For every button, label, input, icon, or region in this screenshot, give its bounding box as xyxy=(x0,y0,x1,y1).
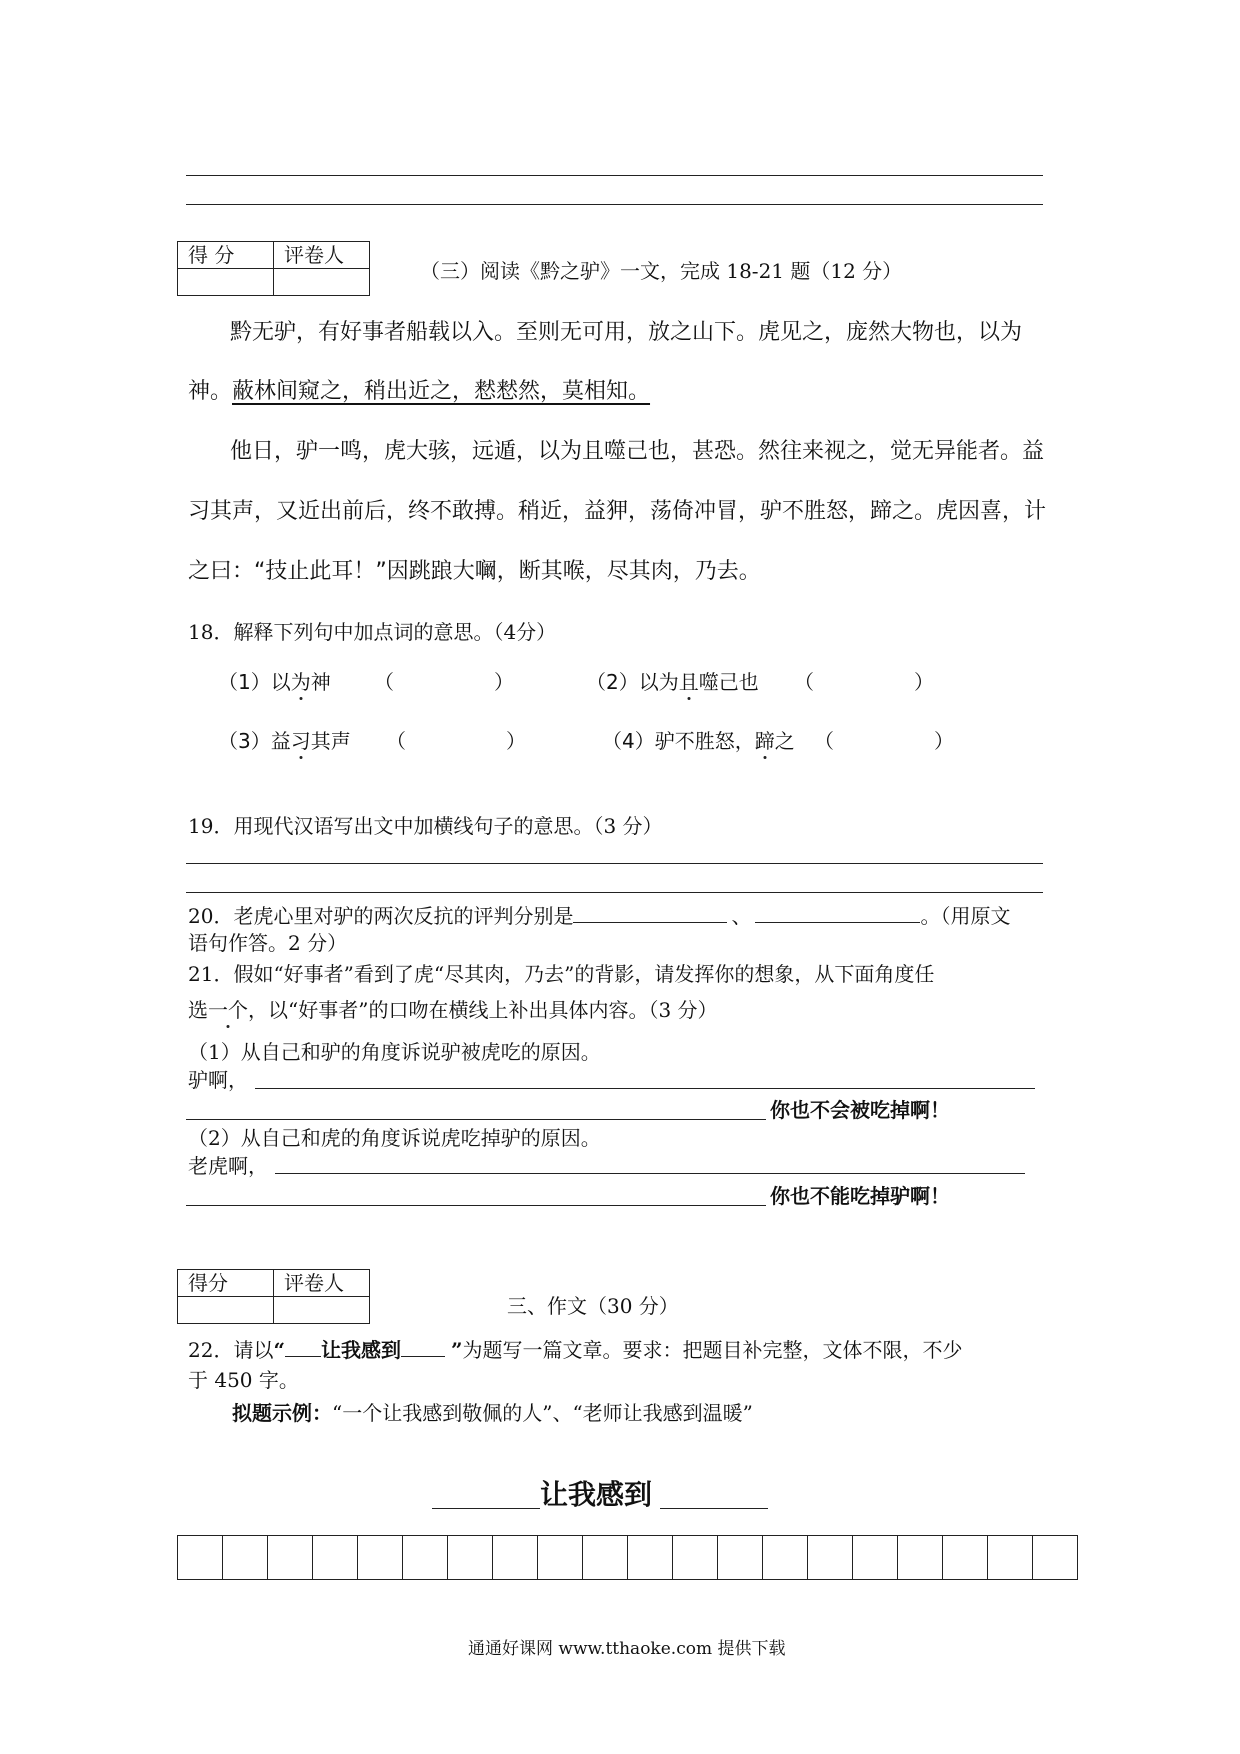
essay-title-blank[interactable] xyxy=(432,1508,540,1509)
answer-line[interactable] xyxy=(275,1173,1025,1174)
dotted-word: 且 xyxy=(678,670,699,694)
question-22-text: 22．请以 xyxy=(188,1338,274,1362)
footer: 通通好课网 www.tthaoke.com 提供下载 xyxy=(468,1639,786,1659)
grid-cell[interactable] xyxy=(358,1536,403,1579)
q18-item-4 xyxy=(602,727,795,755)
q18-item-1 xyxy=(218,668,331,696)
score-cell[interactable] xyxy=(178,1297,274,1324)
item-text: 之 xyxy=(774,729,795,753)
quote-mark: ” xyxy=(450,1338,463,1362)
item-text: 以为 xyxy=(638,670,679,694)
item-text: 噬己也 xyxy=(698,670,759,694)
grid-cell[interactable] xyxy=(403,1536,448,1579)
question-text: 选 xyxy=(188,998,208,1022)
passage-line: 之曰：“技止此耳！”因跳踉大㘎，断其喉，尽其肉，乃去。 xyxy=(188,559,761,584)
answer-blank[interactable] xyxy=(755,900,920,923)
grid-cell[interactable] xyxy=(268,1536,313,1579)
grid-cell[interactable] xyxy=(448,1536,493,1579)
answer-line[interactable] xyxy=(186,1205,766,1206)
item-text: 益 xyxy=(270,729,291,753)
grid-cell[interactable] xyxy=(673,1536,718,1579)
item-number: （1） xyxy=(218,670,271,694)
answer-line[interactable] xyxy=(186,863,1043,864)
question-20-text: 20．老虎心里对驴的两次反抗的评判分别是 xyxy=(188,904,574,928)
answer-line[interactable] xyxy=(186,175,1043,176)
answer-blank[interactable] xyxy=(573,900,727,923)
grader-cell[interactable] xyxy=(274,269,370,296)
sub1-ending: 你也不会被吃掉啊！ xyxy=(770,1098,950,1122)
question-19-stem: 19．用现代汉语写出文中加横线句子的意思。（3 分） xyxy=(188,814,663,838)
dotted-word: 习 xyxy=(290,729,311,753)
title-blank[interactable] xyxy=(401,1334,445,1357)
title-blank[interactable] xyxy=(285,1334,321,1357)
grader-label: 评卷人 xyxy=(274,1270,370,1297)
passage-line: 黔无驴，有好事者船载以入。至则无可用，放之山下。虎见之，庞然大物也，以为 xyxy=(230,320,1023,345)
score-table xyxy=(177,241,370,296)
item-text: 神 xyxy=(310,670,331,694)
question-21-sub1: （1）从自己和驴的角度诉说驴被虎吃的原因。 xyxy=(188,1040,601,1064)
essay-title-blank[interactable] xyxy=(660,1508,768,1509)
q18-item-3 xyxy=(218,727,351,755)
quote-mark: “ xyxy=(273,1338,285,1362)
q18-blank-3[interactable]: （ ） xyxy=(386,729,526,753)
question-21-sub2: （2）从自己和虎的角度诉说虎吃掉驴的原因。 xyxy=(188,1126,601,1150)
answer-line[interactable] xyxy=(255,1088,1035,1089)
grid-cell[interactable] xyxy=(853,1536,898,1579)
grader-label: 评卷人 xyxy=(274,242,370,269)
item-number: （3） xyxy=(218,729,271,753)
question-21-line1: 21．假如“好事者”看到了虎“尽其肉，乃去”的背影，请发挥你的想象，从下面角度任 xyxy=(188,962,935,986)
dotted-word: 一个 xyxy=(208,998,248,1022)
example-text: “一个让我感到敬佩的人”、“老师让我感到温暖” xyxy=(332,1401,753,1425)
grid-cell[interactable] xyxy=(943,1536,988,1579)
grid-cell[interactable] xyxy=(1033,1536,1077,1579)
grid-cell[interactable] xyxy=(493,1536,538,1579)
question-22-line2: 于 450 字。 xyxy=(188,1368,299,1392)
item-number: （2） xyxy=(586,670,639,694)
grid-cell[interactable] xyxy=(718,1536,763,1579)
question-20 xyxy=(188,900,1010,930)
essay-title: 让我感到 xyxy=(540,1478,653,1511)
score-table xyxy=(177,1269,370,1324)
grid-cell[interactable] xyxy=(313,1536,358,1579)
essay-section-heading: 三、作文（30 分） xyxy=(507,1294,679,1318)
underlined-sentence: 蔽林间窥之，稍出近之，慭慭然，莫相知。 xyxy=(232,379,651,404)
dotted-word: 蹄 xyxy=(754,729,775,753)
answer-line[interactable] xyxy=(186,204,1043,205)
q18-blank-4[interactable]: （ ） xyxy=(814,729,954,753)
grid-cell[interactable] xyxy=(223,1536,268,1579)
score-label: 得分 xyxy=(178,1270,274,1297)
sub2-ending: 你也不能吃掉驴啊！ xyxy=(770,1184,950,1208)
title-example xyxy=(232,1399,753,1427)
essay-grid xyxy=(177,1535,1078,1580)
question-22-text: 为题写一篇文章。要求：把题目补完整，文体不限，不少 xyxy=(462,1338,963,1362)
question-20-text: 。（用原文 xyxy=(920,904,1011,928)
item-number: （4） xyxy=(602,729,655,753)
question-text: ，以“好事者”的口吻在横线上补出具体内容。（3 分） xyxy=(248,998,718,1022)
question-21-line2 xyxy=(188,996,718,1024)
item-text: 以 xyxy=(270,670,291,694)
grid-cell[interactable] xyxy=(763,1536,808,1579)
title-core: 让我感到 xyxy=(320,1338,401,1362)
grid-cell[interactable] xyxy=(988,1536,1033,1579)
question-22 xyxy=(188,1334,962,1364)
separator: 、 xyxy=(731,904,752,928)
grid-cell[interactable] xyxy=(808,1536,853,1579)
q18-item-2 xyxy=(586,668,759,696)
answer-line[interactable] xyxy=(186,892,1043,893)
q18-blank-1[interactable]: （ ） xyxy=(374,670,514,694)
score-cell[interactable] xyxy=(178,269,274,296)
question-20-line2: 语句作答。2 分） xyxy=(188,931,348,955)
example-label: 拟题示例： xyxy=(232,1401,332,1425)
grid-cell[interactable] xyxy=(538,1536,583,1579)
item-text: 其声 xyxy=(310,729,351,753)
passage-line xyxy=(188,377,650,407)
dotted-word: 为 xyxy=(290,670,311,694)
answer-line[interactable] xyxy=(186,1119,766,1120)
question-18-stem: 18．解释下列句中加点词的意思。（4分） xyxy=(188,620,557,644)
passage-text: 神。 xyxy=(188,379,233,404)
item-text: 驴不胜怒， xyxy=(654,729,755,753)
grader-cell[interactable] xyxy=(274,1297,370,1324)
grid-cell[interactable] xyxy=(898,1536,943,1579)
section-heading: （三）阅读《黔之驴》一文，完成 18-21 题（12 分） xyxy=(420,259,903,283)
sub1-lead: 驴啊， xyxy=(188,1068,248,1092)
passage-line: 习其声，又近出前后，终不敢搏。稍近，益狎，荡倚冲冒，驴不胜怒，蹄之。虎因喜，计 xyxy=(188,499,1047,524)
sub2-lead: 老虎啊， xyxy=(188,1154,268,1178)
passage-line: 他日，驴一鸣，虎大骇，远遁，以为且噬己也，甚恐。然往来视之，觉无异能者。益 xyxy=(230,439,1045,464)
grid-cell[interactable] xyxy=(178,1536,223,1579)
grid-cell[interactable] xyxy=(583,1536,628,1579)
score-label: 得 分 xyxy=(178,242,274,269)
q18-blank-2[interactable]: （ ） xyxy=(794,670,934,694)
grid-cell[interactable] xyxy=(628,1536,673,1579)
